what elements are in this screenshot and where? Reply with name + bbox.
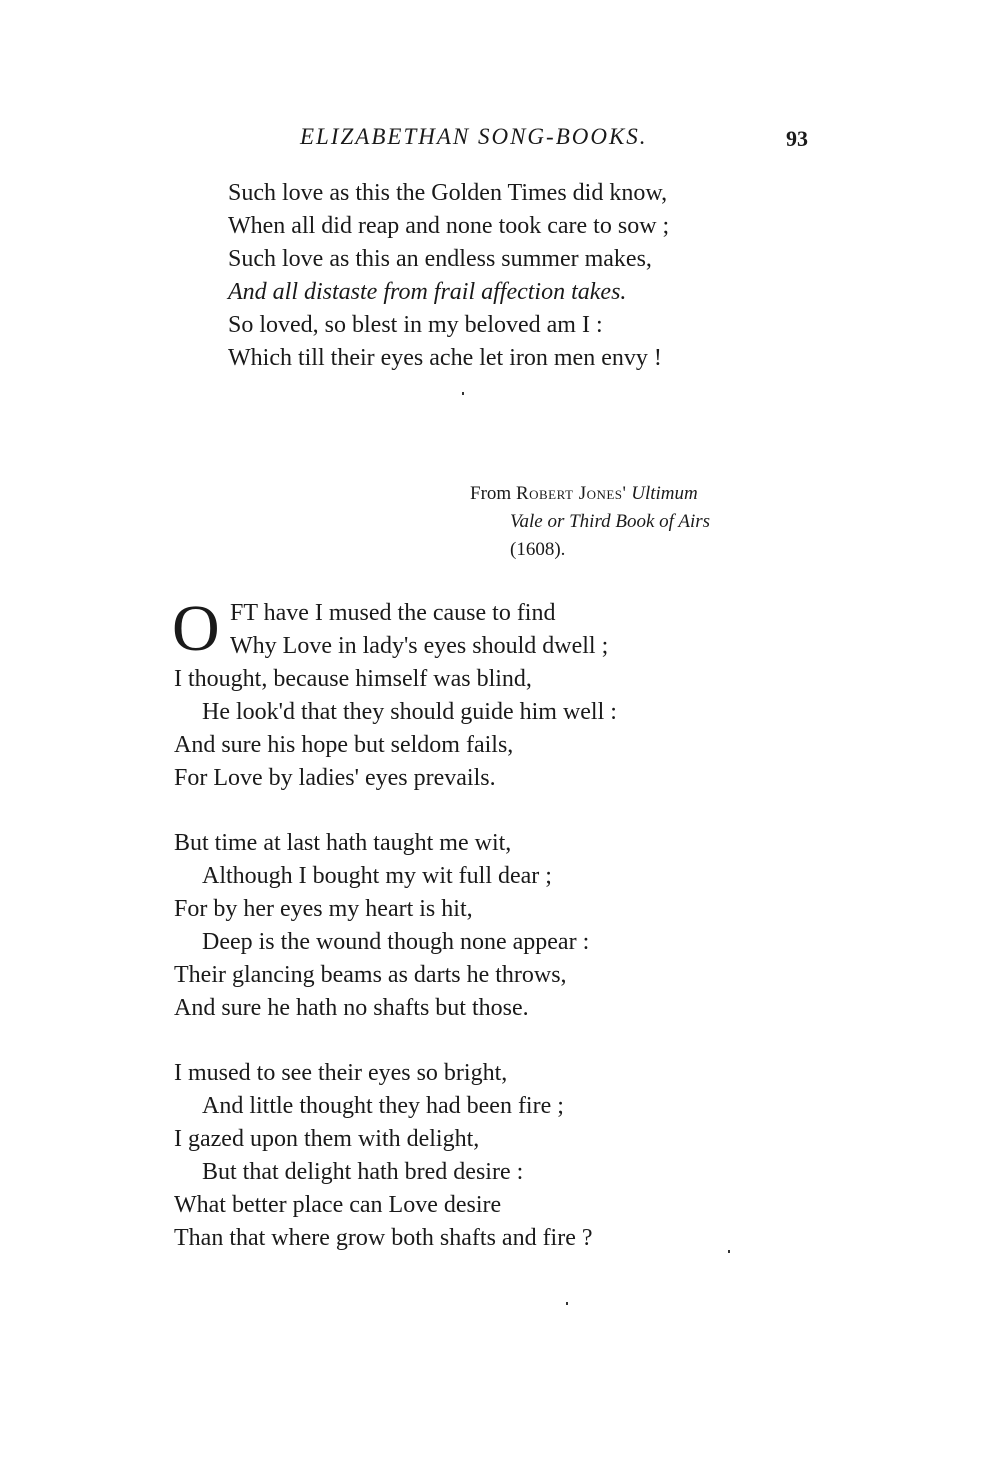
print-speck <box>728 1250 730 1253</box>
poem-line: Why Love in lady's eyes should dwell ; <box>230 633 609 659</box>
print-speck <box>566 1302 568 1305</box>
drop-cap: O <box>172 592 220 665</box>
poem-line: Although I bought my wit full dear ; <box>202 863 552 889</box>
top-stanza-line: Such love as this the Golden Times did know, <box>228 180 668 206</box>
print-speck <box>462 392 464 395</box>
attribution-author: Robert Jones' <box>515 483 627 504</box>
poem-line: And sure he hath no shafts but those. <box>174 995 529 1021</box>
top-stanza-line: And all distaste from frail affection takes. <box>228 279 627 305</box>
poem-line: What better place can Love desire <box>174 1192 502 1218</box>
page-number: 93 <box>786 126 808 151</box>
top-stanza-line: When all did reap and none took care to sow ; <box>228 213 670 239</box>
poem-line: But time at last hath taught me wit, <box>174 830 512 856</box>
top-stanza-line: So loved, so blest in my beloved am I : <box>228 312 603 338</box>
poem-line: Than that where grow both shafts and fire ? <box>174 1225 593 1251</box>
top-stanza-line: Which till their eyes ache let iron men envy ! <box>228 345 662 371</box>
poem-line: I thought, because himself was blind, <box>174 666 532 692</box>
attribution-title-part2: Vale or Third Book of Airs <box>510 511 711 532</box>
attribution-line-1 <box>470 481 698 507</box>
poem-line: And sure his hope but seldom fails, <box>174 732 514 758</box>
poem-line: Their glancing beams as darts he throws, <box>174 962 567 988</box>
running-header: ELIZABETHAN SONG-BOOKS. <box>300 124 648 149</box>
poem-line: But that delight hath bred desire : <box>202 1159 524 1185</box>
attribution-title-part1: Ultimum <box>631 483 698 504</box>
attribution-year: (1608). <box>510 539 566 560</box>
poem-first-line: FT have I mused the cause to find <box>230 600 556 626</box>
poem-line: I mused to see their eyes so bright, <box>174 1060 508 1086</box>
attribution-prefix: From <box>470 483 512 504</box>
poem-line: Deep is the wound though none appear : <box>202 929 590 955</box>
poem-line: For Love by ladies' eyes prevails. <box>174 765 496 791</box>
poem-line: For by her eyes my heart is hit, <box>174 896 473 922</box>
top-stanza-line: Such love as this an endless summer makes, <box>228 246 652 272</box>
poem-line: And little thought they had been fire ; <box>202 1093 564 1119</box>
poem-line: He look'd that they should guide him well : <box>202 699 617 725</box>
poem-line: I gazed upon them with delight, <box>174 1126 480 1152</box>
